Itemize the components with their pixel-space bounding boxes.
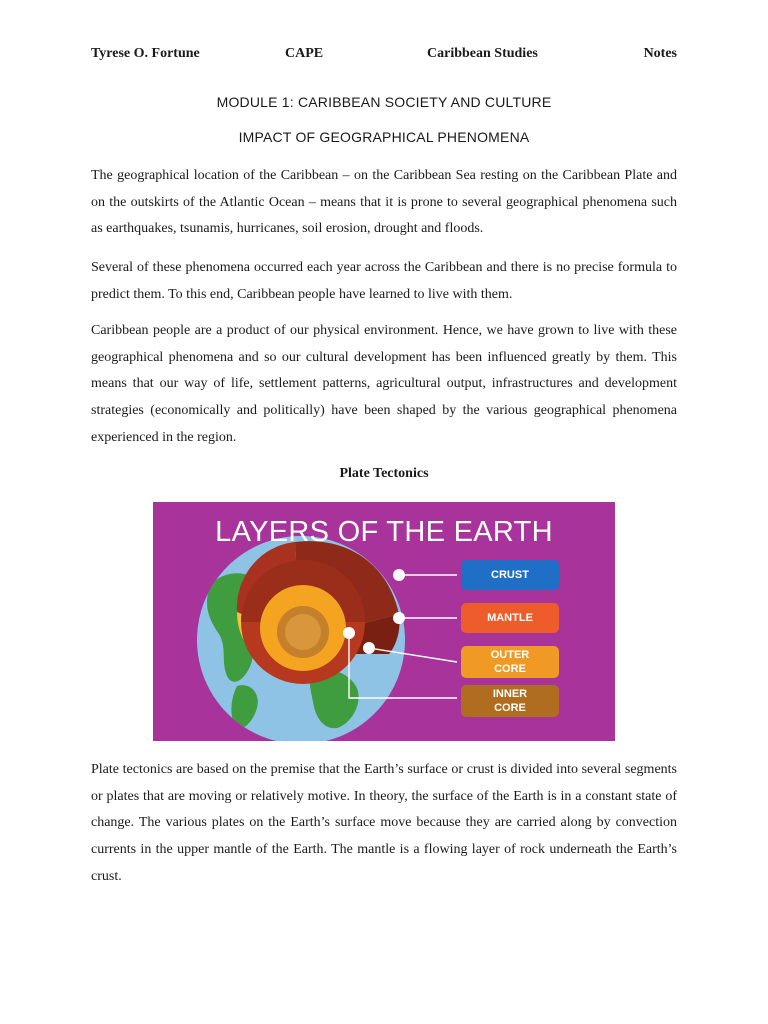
topic-title: IMPACT OF GEOGRAPHICAL PHENOMENA xyxy=(238,129,530,145)
label-crust: CRUST xyxy=(461,560,559,590)
paragraph-location: The geographical location of the Caribbean – on the Caribbean Sea resting on the Caribbean Plate and on the outskirts of the Atlantic Ocean – means that it is prone to several geographical phenomena such as earthquakes, tsunamis, hurricanes, soil erosion, drought and floods. xyxy=(91,168,677,237)
label-inner-core: INNER CORE xyxy=(461,685,559,717)
header-subject: Caribbean Studies xyxy=(427,46,538,61)
header-doc-type: Notes xyxy=(643,46,677,61)
header-level: CAPE xyxy=(285,46,324,61)
label-mantle: MANTLE xyxy=(461,603,559,633)
section-heading: Plate Tectonics xyxy=(339,466,429,481)
module-title: MODULE 1: CARIBBEAN SOCIETY AND CULTURE xyxy=(216,94,552,110)
earth-layers-figure xyxy=(153,502,615,741)
label-outer-core: OUTER CORE xyxy=(461,646,559,678)
paragraph-culture: Caribbean people are a product of our physical environment. Hence, we have grown to live with these geographical phenomena and so our cultural development has been influenced greatly by them. This means that our way of life, settlement patterns, agricultural output, infrastructures and development strategies (economically and politically) have been shaped by the various geographical phenomena experienced in the region. xyxy=(91,323,677,445)
paragraph-prediction: Several of these phenomena occurred each year across the Caribbean and there is no precise formula to predict them. To this end, Caribbean people have learned to live with them. xyxy=(91,260,677,302)
header-author: Tyrese O. Fortune xyxy=(91,46,200,61)
paragraph-plate-tectonics: Plate tectonics are based on the premise that the Earth’s surface or crust is divided into several segments or plates that are moving or relatively motive. In theory, the surface of the Earth is in a constant state of change. The various plates on the Earth’s surface move because they are carried along by convection currents in the upper mantle of the Earth. The mantle is a flowing layer of rock underneath the Earth’s crust. xyxy=(91,762,677,884)
figure-title: LAYERS OF THE EARTH xyxy=(215,516,553,548)
page-header xyxy=(91,46,677,66)
